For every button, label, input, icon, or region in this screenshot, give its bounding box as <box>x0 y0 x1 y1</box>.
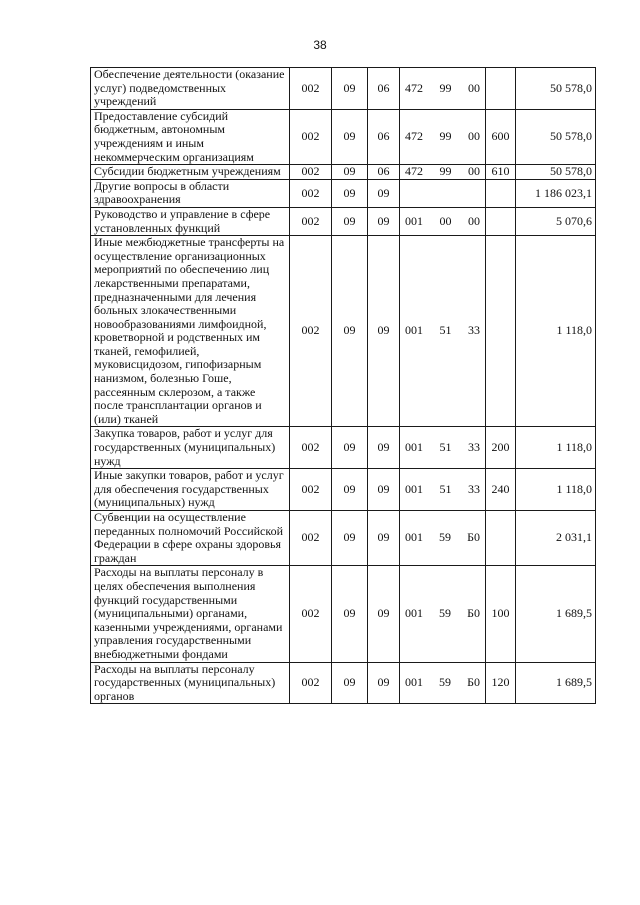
target-article-part: 59 <box>439 606 452 621</box>
expense-type-cell: 100 <box>486 566 516 662</box>
subsection-code-cell: 09 <box>368 427 400 469</box>
target-article-part: 51 <box>439 440 452 455</box>
target-article-part: 001 <box>405 213 423 228</box>
target-article-cell <box>400 165 486 180</box>
target-article-cell <box>400 469 486 511</box>
target-article-part: 001 <box>405 440 423 455</box>
section-code-cell: 09 <box>332 165 368 180</box>
amount-cell: 1 118,0 <box>516 469 596 511</box>
target-article-codes <box>403 215 482 229</box>
expense-type-cell: 240 <box>486 469 516 511</box>
section-code-cell: 09 <box>332 236 368 427</box>
expense-name-cell: Предоставление субсидий бюджетным, автономным учреждениям и иным некоммерческим организациям <box>91 109 290 164</box>
section-code-cell: 09 <box>332 68 368 110</box>
target-article-cell <box>400 207 486 235</box>
section-code-cell: 09 <box>332 566 368 662</box>
target-article-part: 472 <box>405 80 423 95</box>
subsection-code-cell: 09 <box>368 511 400 566</box>
section-code-cell: 09 <box>332 179 368 207</box>
grbs-code-cell: 002 <box>290 469 332 511</box>
table-row <box>91 165 596 180</box>
target-article-part: 99 <box>439 164 452 179</box>
target-article-codes <box>403 607 482 621</box>
target-article-cell <box>400 662 486 704</box>
grbs-code-cell: 002 <box>290 179 332 207</box>
amount-cell: 1 689,5 <box>516 662 596 704</box>
section-code-cell: 09 <box>332 662 368 704</box>
expense-type-cell: 610 <box>486 165 516 180</box>
target-article-part: 00 <box>468 213 480 228</box>
expense-type-cell <box>486 207 516 235</box>
expense-type-cell <box>486 511 516 566</box>
target-article-part: Б0 <box>467 675 480 690</box>
amount-cell: 1 118,0 <box>516 427 596 469</box>
target-article-cell <box>400 109 486 164</box>
grbs-code-cell: 002 <box>290 236 332 427</box>
expense-type-cell: 600 <box>486 109 516 164</box>
section-code-cell: 09 <box>332 469 368 511</box>
expense-name-cell: Субсидии бюджетным учреждениям <box>91 165 290 180</box>
table-row <box>91 236 596 427</box>
table-row <box>91 469 596 511</box>
grbs-code-cell: 002 <box>290 165 332 180</box>
subsection-code-cell: 06 <box>368 68 400 110</box>
target-article-cell <box>400 68 486 110</box>
expense-type-cell <box>486 179 516 207</box>
budget-table-body <box>91 68 596 704</box>
target-article-part: 472 <box>405 164 423 179</box>
grbs-code-cell: 002 <box>290 566 332 662</box>
target-article-part: 472 <box>405 129 423 144</box>
expense-name-cell: Расходы на выплаты персоналу в целях обеспечения выполнения функций государственными (муниципальными) органами, казенными учреждениями, органами управления государственными внебюджетными фондами <box>91 566 290 662</box>
target-article-cell <box>400 179 486 207</box>
section-code-cell: 09 <box>332 109 368 164</box>
expense-type-cell <box>486 236 516 427</box>
budget-table <box>90 67 596 704</box>
expense-type-cell: 200 <box>486 427 516 469</box>
amount-cell: 2 031,1 <box>516 511 596 566</box>
target-article-codes <box>403 82 482 96</box>
subsection-code-cell: 09 <box>368 469 400 511</box>
section-code-cell: 09 <box>332 207 368 235</box>
target-article-part: 99 <box>439 129 452 144</box>
expense-name-cell: Закупка товаров, работ и услуг для государственных (муниципальных) нужд <box>91 427 290 469</box>
grbs-code-cell: 002 <box>290 511 332 566</box>
amount-cell: 1 118,0 <box>516 236 596 427</box>
section-code-cell: 09 <box>332 511 368 566</box>
target-article-codes <box>403 483 482 497</box>
target-article-cell <box>400 511 486 566</box>
subsection-code-cell: 09 <box>368 207 400 235</box>
target-article-part: 51 <box>439 481 452 496</box>
amount-cell: 5 070,6 <box>516 207 596 235</box>
target-article-cell <box>400 427 486 469</box>
target-article-cell <box>400 566 486 662</box>
subsection-code-cell: 09 <box>368 566 400 662</box>
target-article-part: Б0 <box>467 606 480 621</box>
target-article-part: 001 <box>405 675 423 690</box>
grbs-code-cell: 002 <box>290 207 332 235</box>
target-article-part: 33 <box>468 440 480 455</box>
target-article-part: 59 <box>439 530 452 545</box>
expense-name-cell: Иные закупки товаров, работ и услуг для обеспечения государственных (муниципальных) нужд <box>91 469 290 511</box>
expense-type-cell: 120 <box>486 662 516 704</box>
table-row <box>91 179 596 207</box>
target-article-part: Б0 <box>467 530 480 545</box>
subsection-code-cell: 06 <box>368 165 400 180</box>
target-article-cell <box>400 236 486 427</box>
expense-name-cell: Иные межбюджетные трансферты на осуществление организационных мероприятий по обеспечению лиц лекарственными препаратами, предназначенными для лечения больных злокачественными новообразованиями лимфоидной, кроветворной и родственных им тканей, гемофилией, муковисцидозом, гипофизарным нанизмом, болезнью Гоше, рассеянным склерозом, а также после трансплантации органов и (или) тканей <box>91 236 290 427</box>
amount-cell: 1 689,5 <box>516 566 596 662</box>
target-article-part: 00 <box>468 129 480 144</box>
grbs-code-cell: 002 <box>290 427 332 469</box>
grbs-code-cell: 002 <box>290 662 332 704</box>
target-article-codes <box>403 324 482 338</box>
target-article-codes <box>403 130 482 144</box>
expense-name-cell: Субвенции на осуществление переданных полномочий Российской Федерации в сфере охраны здоровья граждан <box>91 511 290 566</box>
amount-cell: 50 578,0 <box>516 68 596 110</box>
page-number: 38 <box>313 38 327 52</box>
expense-type-cell <box>486 68 516 110</box>
target-article-part: 33 <box>468 481 480 496</box>
target-article-part: 99 <box>439 80 452 95</box>
grbs-code-cell: 002 <box>290 68 332 110</box>
subsection-code-cell: 09 <box>368 179 400 207</box>
expense-name-cell: Руководство и управление в сфере установленных функций <box>91 207 290 235</box>
target-article-codes <box>403 441 482 455</box>
target-article-part: 51 <box>439 323 452 338</box>
target-article-part: 001 <box>405 606 423 621</box>
table-row <box>91 68 596 110</box>
target-article-codes <box>403 676 482 690</box>
grbs-code-cell: 002 <box>290 109 332 164</box>
target-article-part: 001 <box>405 530 423 545</box>
table-row <box>91 566 596 662</box>
target-article-part: 00 <box>439 213 452 228</box>
target-article-part: 00 <box>468 80 480 95</box>
target-article-part: 00 <box>468 164 480 179</box>
amount-cell: 50 578,0 <box>516 109 596 164</box>
target-article-part: 33 <box>468 323 480 338</box>
target-article-part: 001 <box>405 323 423 338</box>
target-article-codes <box>403 165 482 179</box>
table-row <box>91 662 596 704</box>
table-row <box>91 207 596 235</box>
expense-name-cell: Другие вопросы в области здравоохранения <box>91 179 290 207</box>
expense-name-cell: Обеспечение деятельности (оказание услуг) подведомственных учреждений <box>91 68 290 110</box>
target-article-part: 59 <box>439 675 452 690</box>
table-row <box>91 511 596 566</box>
table-row <box>91 109 596 164</box>
target-article-part: 001 <box>405 481 423 496</box>
amount-cell: 1 186 023,1 <box>516 179 596 207</box>
section-code-cell: 09 <box>332 427 368 469</box>
expense-name-cell: Расходы на выплаты персоналу государственных (муниципальных) органов <box>91 662 290 704</box>
subsection-code-cell: 06 <box>368 109 400 164</box>
table-row <box>91 427 596 469</box>
subsection-code-cell: 09 <box>368 236 400 427</box>
subsection-code-cell: 09 <box>368 662 400 704</box>
amount-cell: 50 578,0 <box>516 165 596 180</box>
target-article-codes <box>403 531 482 545</box>
